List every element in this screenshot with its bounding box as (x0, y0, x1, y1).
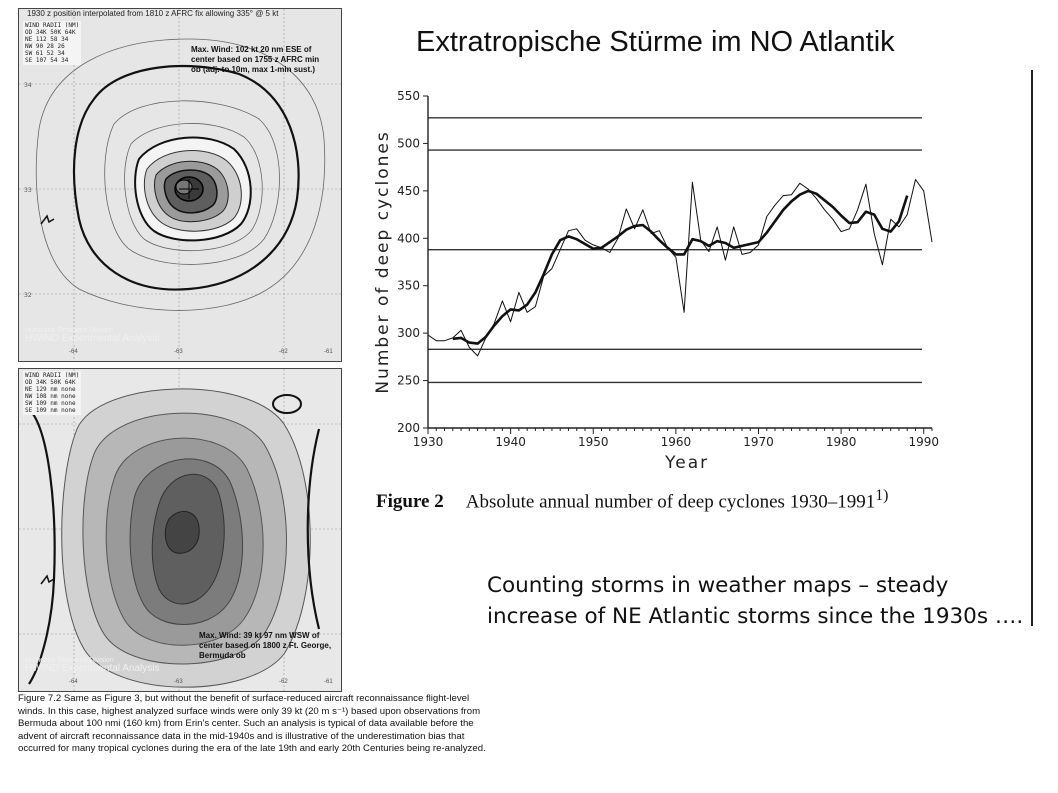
legend-line: SE 107 54 34 (25, 57, 69, 64)
lon-label: -61 (324, 679, 333, 685)
x-tick-label: 1930 (412, 435, 444, 449)
x-tick-label: 1980 (825, 435, 857, 449)
figure-2-caption (376, 485, 976, 513)
y-tick-label: 450 (397, 183, 420, 198)
figure-2-text: Absolute annual number of deep cyclones 1930–1991 (465, 491, 876, 513)
credit-big: HWIND Experimental Analysis (25, 333, 160, 344)
series-smoothed-line (453, 191, 907, 344)
legend-line: WIND RADII (NM) (25, 372, 80, 379)
x-tick-label: 1960 (660, 435, 692, 449)
tick-labels (397, 89, 939, 449)
credit-bottom (25, 657, 159, 673)
credit-top (25, 327, 159, 343)
legend-line: SW 109 nm none (25, 400, 76, 407)
y-tick-label: 400 (397, 231, 420, 246)
legend-line: NW 108 nm none (25, 393, 76, 400)
figure-2-superscript: 1) (875, 487, 889, 504)
x-tick-label: 1990 (908, 435, 940, 449)
wind-analysis-panel-top (18, 8, 342, 362)
series-lines (428, 180, 932, 356)
legend-line: NE 129 nm none (25, 386, 76, 393)
svg-text:32: 32 (24, 292, 32, 299)
reference-lines (428, 118, 922, 383)
max-wind-note-top: Max. Wind: 102 kt 20 nm ESE of center based on 1755 z AFRC min ob (adj. to 10m, max 1-min sust.) (191, 45, 320, 74)
y-tick-label: 200 (397, 421, 420, 435)
legend-line: OD 34K 50K 64K (25, 379, 76, 386)
lon-label: -61 (324, 349, 333, 355)
panel-top-header: 1930 z position interpolated from 1810 z AFRC fix allowing 335° @ 5 kt (27, 9, 279, 18)
lon-label: -62 (279, 679, 288, 685)
right-edge-line (1031, 70, 1033, 626)
lon-label: -64 (69, 679, 78, 685)
y-tick-label: 550 (397, 89, 420, 103)
max-wind-note-bottom: Max. Wind: 39 kt 97 nm WSW of center based on 1800 z Ft. George, Bermuda ob (199, 631, 332, 660)
wind-radii-legend-top (23, 21, 81, 65)
wind-radii-legend-bottom (23, 371, 81, 415)
legend-line: OD 34K 50K 64K (25, 29, 76, 36)
series-annual-line (428, 180, 932, 356)
credit-big: HWIND Experimental Analysis (25, 663, 160, 674)
y-tick-label: 500 (397, 136, 420, 151)
x-tick-label: 1940 (495, 435, 526, 449)
legend-line: WIND RADII (NM) (25, 22, 80, 29)
slide-title: Extratropische Stürme im NO Atlantik (416, 26, 895, 58)
y-tick-label: 350 (397, 278, 420, 293)
credit-small: Hurricane Research Division (25, 327, 114, 334)
x-axis-label: Year (665, 453, 710, 473)
wind-analysis-panel-bottom (18, 368, 342, 692)
figure-2-label: Figure 2 (376, 491, 444, 513)
lon-label: -63 (174, 679, 183, 685)
figure-7-2-caption: Figure 7.2 Same as Figure 3, but without the benefit of surface-reduced aircraft reconnaissance flight-level winds. In this case, highest analyzed surface winds were only 39 kt (20 m s⁻¹) based upon observations from Bermuda about 100 nmi (160 km) from Erin's center. Such an analysis is typical of data available before the advent of aircraft reconnaissance data in the mid-1940s and is illustrative of the underestimation bias that occurred for many tropical cyclones during the era of the late 19th and early 20th Centuries being re-analyzed. (18, 693, 486, 754)
svg-text:34: 34 (24, 82, 32, 89)
y-axis-label: Number of deep cyclones (373, 130, 393, 394)
legend-line: SW 61 52 34 (25, 50, 65, 57)
lon-label: -63 (174, 349, 183, 355)
deep-cyclones-chart (364, 82, 964, 477)
lon-label: -62 (279, 349, 288, 355)
y-tick-label: 250 (397, 373, 420, 388)
svg-text:33: 33 (24, 187, 32, 194)
slide-comment: Counting storms in weather maps – steady increase of NE Atlantic storms since the 1930s …. (487, 573, 1024, 629)
legend-line: NW 90 28 26 (25, 43, 65, 50)
y-tick-label: 300 (397, 326, 420, 341)
lon-label: -64 (69, 349, 78, 355)
x-tick-label: 1950 (577, 435, 609, 449)
legend-line: SE 109 nm none (25, 407, 76, 414)
legend-line: NE 112 58 34 (25, 36, 69, 43)
x-tick-label: 1970 (743, 435, 774, 449)
credit-small: Hurricane Research Division (25, 657, 114, 664)
